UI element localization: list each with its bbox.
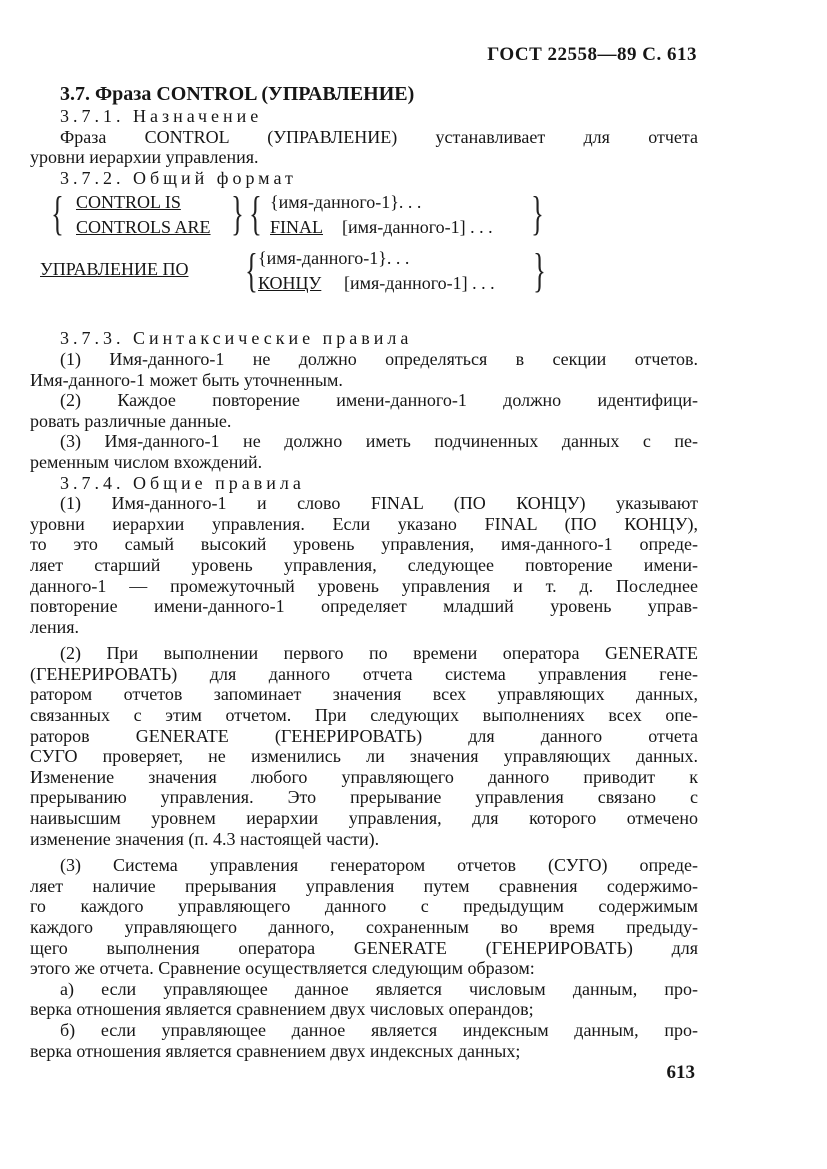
subsection-title-general-rules: 3.7.4. Общие правила bbox=[60, 472, 305, 493]
rule-line: (2) Каждое повторение имени-данного-1 должно идентифици- bbox=[60, 390, 698, 411]
paragraph-line: данного-1 — промежуточный уровень управления и т. д. Последнее bbox=[30, 575, 698, 596]
paragraph-line: ляет старший уровень управления, следующее повторение имени- bbox=[30, 554, 698, 575]
section-title: 3.7. Фраза CONTROL (УПРАВЛЕНИЕ) bbox=[60, 83, 415, 105]
paragraph-line: уровни иерархии управления. bbox=[30, 147, 259, 168]
format-keyword-kontsu: КОНЦУ bbox=[258, 273, 322, 294]
paragraph-line: СУГО проверяет, не изменились ли значения управляющих данных. bbox=[30, 746, 698, 767]
paragraph-line: б) если управляющее данное является индексным данным, про- bbox=[60, 1019, 698, 1040]
format-keyword-upravlenie-po: УПРАВЛЕНИЕ ПО bbox=[40, 259, 189, 280]
general-rule-1 bbox=[30, 493, 698, 637]
paragraph-line: ления. bbox=[30, 616, 80, 637]
format-data-name-1: {имя-данного-1}. . . bbox=[270, 192, 422, 213]
general-format-block bbox=[30, 188, 698, 328]
paragraph-line: наивысшим уровнем иерархии управления, для которого отмечено bbox=[30, 808, 698, 829]
general-rule-3 bbox=[30, 855, 698, 979]
paragraph-line: Изменение значения любого управляющего данного приводит к bbox=[30, 766, 698, 787]
left-brace-icon: { bbox=[249, 187, 262, 241]
format-keyword-final: FINAL bbox=[270, 217, 323, 238]
page-number: 613 bbox=[666, 1062, 695, 1083]
paragraph-line: прерыванию управления. Это прерывание управления связано с bbox=[30, 787, 698, 808]
paragraph-line: раторов GENERATE (ГЕНЕРИРОВАТЬ) для данного отчета bbox=[30, 725, 698, 746]
paragraph-line: связанных с этим отчетом. При следующих выполнениях всех опе- bbox=[30, 705, 698, 726]
format-keyword-controls-are: CONTROLS ARE bbox=[76, 217, 211, 238]
paragraph-line: (3) Система управления генератором отчетов (СУГО) опреде- bbox=[60, 855, 698, 876]
left-brace-icon: { bbox=[51, 187, 64, 241]
paragraph-line: верка отношения является сравнением двух числовых операндов; bbox=[30, 999, 534, 1020]
left-brace-icon: { bbox=[245, 244, 258, 298]
paragraph-line: этого же отчета. Сравнение осуществляется следующим образом: bbox=[30, 958, 535, 979]
rule-line: ременным числом вхождений. bbox=[30, 451, 263, 472]
rule-line: (1) Имя-данного-1 не должно определяться в секции отчетов. bbox=[60, 348, 698, 369]
subsection-title-purpose: 3.7.1. Назначение bbox=[60, 106, 263, 126]
rule-line: ровать различные данные. bbox=[30, 410, 232, 431]
paragraph-line: ляет наличие прерывания управления путем сравнения содержимо- bbox=[30, 875, 698, 896]
paragraph-line: Фраза CONTROL (УПРАВЛЕНИЕ) устанавливает для отчета bbox=[60, 126, 698, 147]
page-content bbox=[30, 82, 698, 1061]
paragraph-line: каждого управляющего данного, сохраненным во время предыду- bbox=[30, 917, 698, 937]
paragraph-line: (ГЕНЕРИРОВАТЬ) для данного отчета система управления гене- bbox=[30, 663, 698, 684]
format-data-name-1-optional: [имя-данного-1] . . . bbox=[342, 217, 493, 238]
paragraph-line: верка отношения является сравнением двух индексных данных; bbox=[30, 1040, 521, 1061]
paragraph-line: уровни иерархии управления. Если указано FINAL (ПО КОНЦУ), bbox=[30, 513, 698, 534]
paragraph-line: а) если управляющее данное является числовым данным, про- bbox=[60, 978, 698, 999]
paragraph-line: го каждого управляющего данного с предыдущим содержимым bbox=[30, 896, 698, 917]
paragraph-line: изменение значения (п. 4.3 настоящей части). bbox=[30, 828, 380, 849]
paragraph-line: (2) При выполнении первого по времени оператора GENERATE bbox=[60, 643, 698, 664]
rule-line: (3) Имя-данного-1 не должно иметь подчиненных данных с пе- bbox=[60, 431, 698, 452]
paragraph-line: то это самый высокий уровень управления, имя-данного-1 опреде- bbox=[30, 534, 698, 555]
list-item-a bbox=[30, 979, 698, 1020]
right-brace-icon: } bbox=[231, 187, 244, 241]
page-header: ГОСТ 22558—89 С. 613 bbox=[487, 44, 697, 65]
format-keyword-control-is: CONTROL IS bbox=[76, 192, 181, 213]
subsection-title-general-format: 3.7.2. Общий формат bbox=[60, 167, 297, 188]
paragraph-line: (1) Имя-данного-1 и слово FINAL (ПО КОНЦУ) указывают bbox=[60, 493, 698, 514]
right-brace-icon: } bbox=[533, 244, 546, 298]
subsection-title-syntax-rules: 3.7.3. Синтаксические правила bbox=[60, 328, 413, 349]
paragraph-line: ратором отчетов запоминает значения всех управляющих данных, bbox=[30, 684, 698, 705]
format-data-name-1: {имя-данного-1}. . . bbox=[258, 248, 410, 269]
paragraph-line: щего выполнения оператора GENERATE (ГЕНЕРИРОВАТЬ) для bbox=[30, 937, 698, 958]
format-data-name-1-optional: [имя-данного-1] . . . bbox=[344, 273, 495, 294]
list-item-b bbox=[30, 1020, 698, 1061]
general-rule-2 bbox=[30, 643, 698, 849]
rule-line: Имя-данного-1 может быть уточненным. bbox=[30, 369, 343, 390]
paragraph-line: повторение имени-данного-1 определяет младший уровень управ- bbox=[30, 596, 698, 617]
right-brace-icon: } bbox=[531, 187, 544, 241]
